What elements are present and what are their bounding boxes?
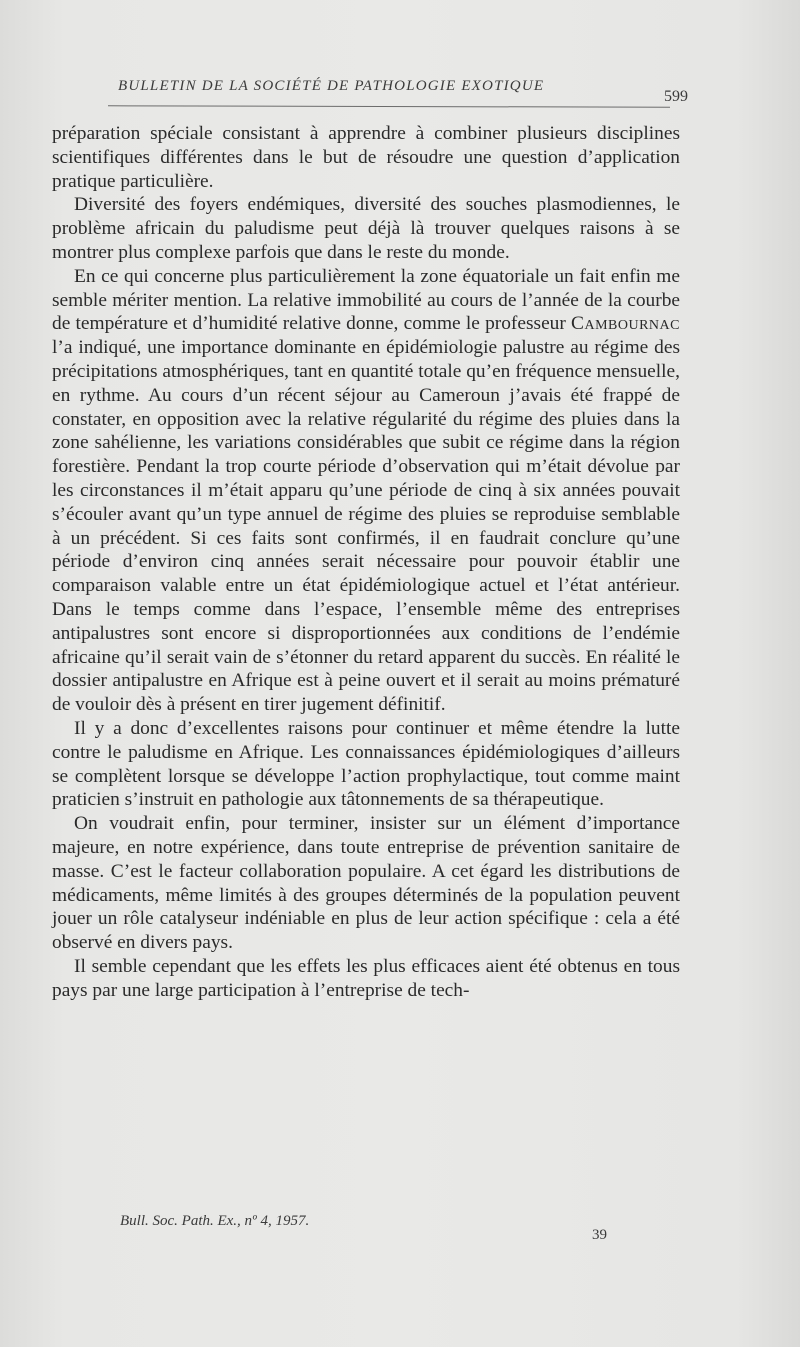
paragraph-5: On voudrait enfin, pour terminer, insister sur un élément d’importance majeure, en notre expérience, dans toute entreprise de prévention sanitaire de masse. C’est le facteur collaboration populaire. A cet égard les distributions de médicaments, même limités à des groupes déterminés de la population peuvent jouer un rôle catalyseur indéniable en plus de leur action spécifique : cela a été observé en divers pays. xyxy=(52,813,680,954)
author-name-cambournac: Cambournac xyxy=(571,313,680,335)
header-rule xyxy=(108,105,670,107)
page-number: 599 xyxy=(664,88,688,105)
journal-title: BULLETIN DE LA SOCIÉTÉ DE PATHOLOGIE EXOTIQUE xyxy=(118,78,545,94)
paragraph-3-text-before: En ce qui concerne plus particulièrement la zone équatoriale un fait enfin me semble mériter mention. La relative immobilité au cours de l’année de la courbe de température et d’humidité relative donne, comme le professeur xyxy=(52,265,680,335)
paragraph-6: Il semble cependant que les effets les plus efficaces aient été obtenus en tous pays par une large participation à l’entreprise de tech- xyxy=(52,955,680,1001)
article-body xyxy=(52,122,680,1002)
paragraph-2: Diversité des foyers endémiques, diversité des souches plasmodiennes, le problème africain du paludisme peut déjà là trouver quelques raisons à se montrer plus complexe parfois que dans le reste du monde. xyxy=(52,194,680,263)
running-header xyxy=(118,78,688,105)
paragraph-3 xyxy=(52,265,680,717)
page-footer xyxy=(120,1213,640,1243)
paragraph-3-text-after: l’a indiqué, une importance dominante en épidémiologie palustre au régime des précipitations atmosphériques, tant en quantité totale qu’en fréquence mensuelle, en rythme. Au cours d’un récent séjour au Cameroun j’avais été frappé de constater, en opposition avec la relative régularité du régime des pluies dans la zone sahélienne, les variations considérables que subit ce régime dans la région forestière. Pendant la trop courte période d’observation qui m’était dévolue par les circonstances il m’était apparu qu’une période de cinq à six années pouvait s’écouler avant qu’un type annuel de régime des pluies se reproduise semblable à un précédent. Si ces faits sont confirmés, il en faudrait conclure qu’une période d’environ cinq années serait nécessaire pour pouvoir établir une comparaison valable entre un état épidémiologique actuel et l’état antérieur. Dans le temps comme dans l’espace, l’ensemble même des entreprises antipalustres sont encore si disproportionnées aux conditions de l’endémie africaine qu’il serait vain de s’étonner du retard apparent du succès. En réalité le dossier antipalustre en Afrique est à peine ouvert et il serait au moins prématuré de vouloir dès à présent en tirer jugement définitif. xyxy=(52,337,680,716)
paragraph-4: Il y a donc d’excellentes raisons pour continuer et même étendre la lutte contre le paludisme en Afrique. Les connaissances épidémiologiques d’ailleurs se complètent lorsque se développe l’action prophylactique, tout comme maint praticien s’instruit en pathologie aux tâtonnements de sa thérapeutique. xyxy=(52,717,680,811)
journal-citation: Bull. Soc. Path. Ex., nº 4, 1957. xyxy=(120,1213,310,1229)
signature-mark: 39 xyxy=(592,1227,607,1243)
paragraph-1: préparation spéciale consistant à apprendre à combiner plusieurs disciplines scientifiques différentes dans le but de résoudre une question d’application pratique particulière. xyxy=(52,123,680,192)
